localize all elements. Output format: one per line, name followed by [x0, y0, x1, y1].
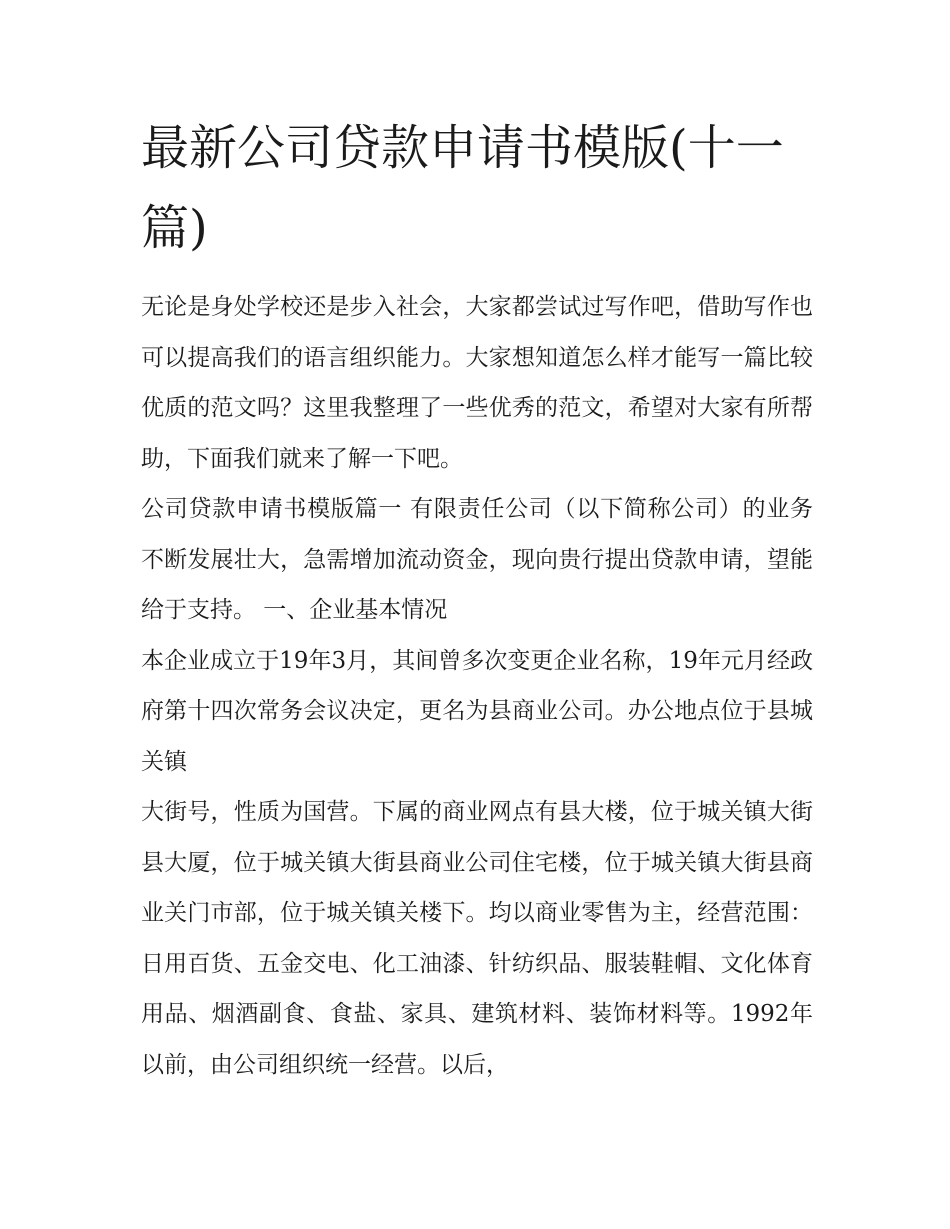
- business-scope-paragraph: 大街号，性质为国营。下属的商业网点有县大楼，位于城关镇大街县大厦，位于城关镇大街县商业公司住宅楼，位于城关镇大街县商业关门市部，位于城关镇关楼下。均以商业零售为主，经营范围：日用百货、五金交电、化工油漆、针纺织品、服装鞋帽、文化体育用品、烟酒副食、食盐、家具、建筑材料、装饰材料等。1992年以前，由公司组织统一经营。以后，: [141, 799, 813, 1078]
- company-basic-info-paragraph: 本企业成立于19年3月，其间曾多次变更企业名称，19年元月经政府第十四次常务会议决定，更名为县商业公司。办公地点位于县城关镇: [141, 647, 813, 775]
- section-one-paragraph: 公司贷款申请书模版篇一 有限责任公司（以下简称公司）的业务不断发展壮大，急需增加流动资金，现向贵行提出贷款申请，望能给于支持。 一、企业基本情况: [141, 496, 813, 623]
- intro-paragraph: 无论是身处学校还是步入社会，大家都尝试过写作吧，借助写作也可以提高我们的语言组织能力。大家想知道怎么样才能写一篇比较优质的范文吗？这里我整理了一些优秀的范文，希望对大家有所帮助，下面我们就来了解一下吧。: [141, 294, 813, 472]
- document-body: [141, 108, 813, 1090]
- document-title: 最新公司贷款申请书模版(十一篇): [141, 120, 784, 256]
